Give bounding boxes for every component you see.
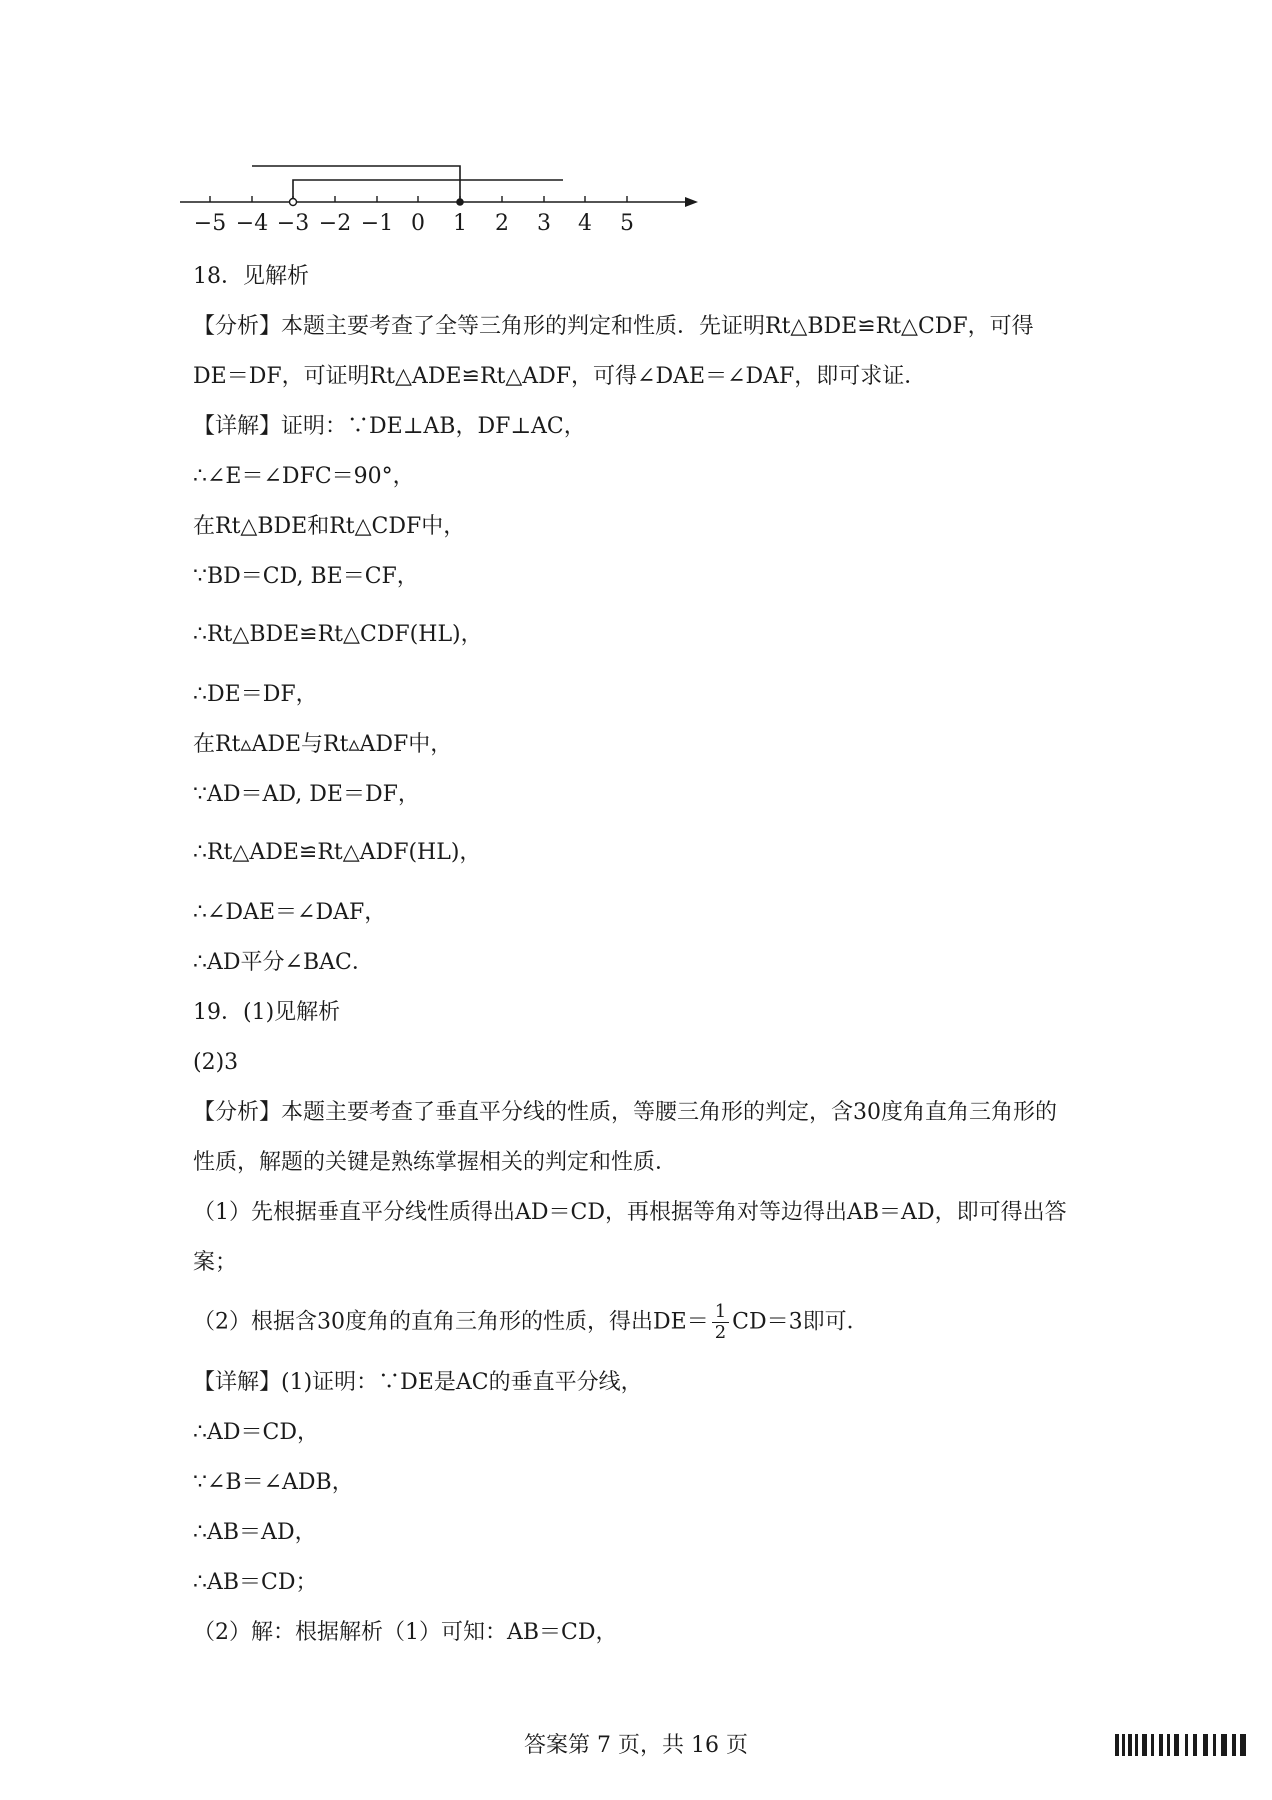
proof-line: ∵∠B＝∠ADB， <box>193 1470 354 1495</box>
open-point-neg3 <box>290 199 297 206</box>
solution-bracket-x-gt-neg3 <box>293 180 563 202</box>
barcode-watermark-icon <box>1115 1730 1250 1760</box>
answer-19-heading: 19．(1)见解析 <box>193 1000 341 1025</box>
proof-line: ∴Rt△BDE≌Rt△CDF(HL)， <box>193 622 483 647</box>
proof-line: ∴AD＝CD， <box>193 1420 319 1445</box>
proof-line: ∵BD＝CD, BE＝CF， <box>193 564 419 589</box>
analysis-text: （2）根据含30度角的直角三角形的性质，得出DE＝ <box>193 1309 709 1335</box>
analysis-text-tail: CD＝3即可． <box>732 1309 869 1335</box>
proof-line: 在Rt▵ADE与Rt▵ADF中， <box>193 732 453 757</box>
proof-line: ∴AB＝CD； <box>193 1570 318 1595</box>
proof-line: （2）解：根据解析（1）可知：AB＝CD， <box>193 1620 618 1645</box>
analysis-line: （1）先根据垂直平分线性质得出AD＝CD，再根据等角对等边得出AB＝AD，即可得出答 <box>193 1200 1067 1225</box>
tick-label: 5 <box>620 211 634 236</box>
arrow-head-icon <box>685 197 698 207</box>
analysis-line: 【分析】本题主要考查了全等三角形的判定和性质．先证明Rt△BDE≌Rt△CDF，可得 <box>193 314 1034 339</box>
number-line-figure <box>180 150 720 240</box>
tick-label: −2 <box>318 211 352 236</box>
tick-label: 0 <box>411 211 425 236</box>
analysis-line: 性质，解题的关键是熟练掌握相关的判定和性质． <box>193 1150 678 1175</box>
proof-line: ∴DE＝DF， <box>193 682 318 707</box>
tick-label: 1 <box>453 211 467 236</box>
tick-label: −5 <box>193 211 227 236</box>
fraction-denominator: 2 <box>714 1322 727 1343</box>
proof-line: ∴∠DAE＝∠DAF， <box>193 900 387 925</box>
fraction-numerator: 1 <box>712 1302 729 1323</box>
proof-line: 【详解】证明：∵DE⊥AB，DF⊥AC， <box>193 414 586 439</box>
tick-marks <box>210 196 627 202</box>
proof-line: ∴∠E＝∠DFC＝90°， <box>193 464 415 489</box>
answer-19-part2: (2)3 <box>193 1050 239 1075</box>
tick-label: 3 <box>537 211 551 236</box>
proof-line: ∴AD平分∠BAC． <box>193 950 374 975</box>
proof-line: ∵AD＝AD, DE＝DF， <box>193 782 420 807</box>
tick-label: −1 <box>360 211 394 236</box>
analysis-line: DE＝DF，可证明Rt△ADE≌Rt△ADF，可得∠DAE＝∠DAF，即可求证． <box>193 364 927 389</box>
solid-point-1 <box>456 198 464 206</box>
fraction-one-half <box>712 1302 729 1343</box>
tick-label: 4 <box>578 211 592 236</box>
tick-label: −3 <box>276 211 310 236</box>
proof-line: ∴Rt△ADE≌Rt△ADF(HL)， <box>193 840 482 865</box>
analysis-line: 【分析】本题主要考查了垂直平分线的性质，等腰三角形的判定，含30度角直角三角形的 <box>193 1100 1057 1125</box>
answer-18-heading: 18．见解析 <box>193 264 309 289</box>
tick-label: 2 <box>495 211 509 236</box>
proof-line: 【详解】(1)证明：∵DE是AC的垂直平分线， <box>193 1370 643 1395</box>
page-footer: 答案第 7 页，共 16 页 <box>524 1733 748 1758</box>
analysis-line: 案； <box>193 1250 238 1275</box>
analysis-line-with-fraction <box>193 1302 869 1343</box>
proof-line: 在Rt△BDE和Rt△CDF中， <box>193 514 466 539</box>
proof-line: ∴AB＝AD， <box>193 1520 317 1545</box>
solution-bracket-x-le-1 <box>252 166 460 202</box>
tick-label: −4 <box>235 211 269 236</box>
